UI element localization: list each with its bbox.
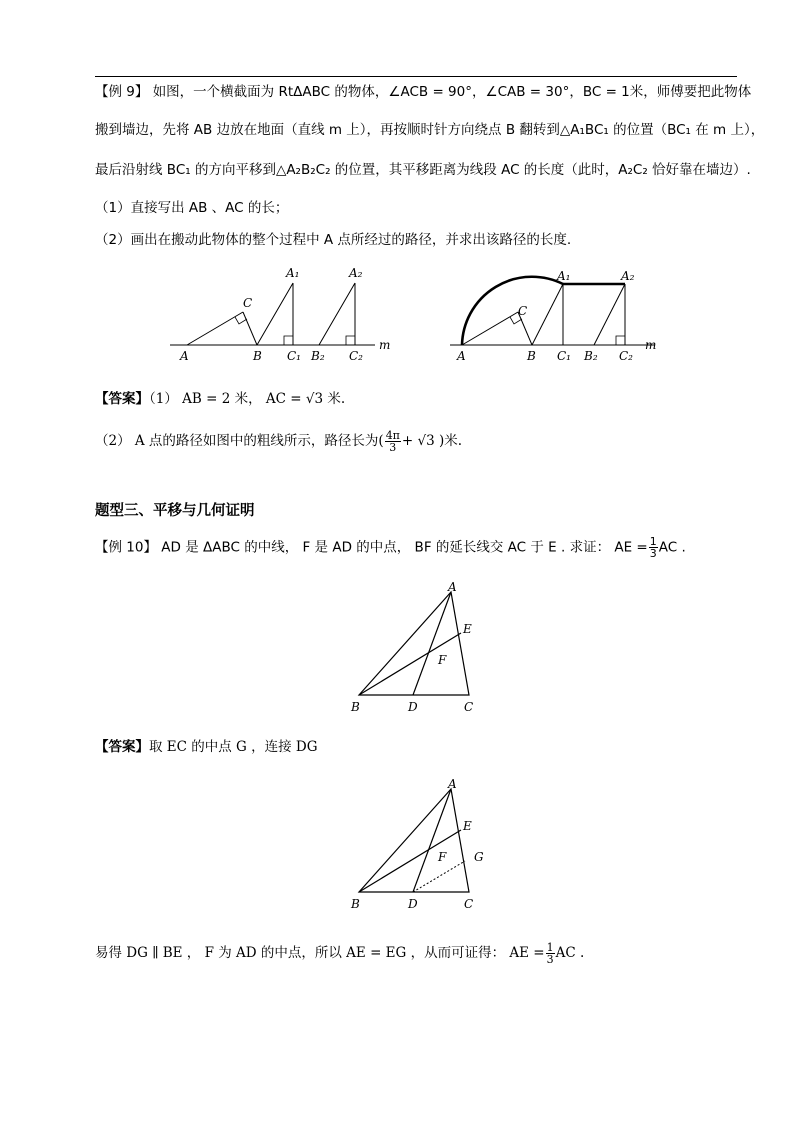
label-g: G <box>474 850 484 864</box>
segment-ac <box>462 312 518 345</box>
label-b: B <box>527 349 536 363</box>
answer-text: 取 EC 的中点 G ，连接 DG <box>149 739 318 755</box>
segment-ac <box>187 312 243 345</box>
label-d: D <box>408 897 418 911</box>
example10-fraction: $\frac{1}{3}$ <box>649 535 657 560</box>
right-angle-c1 <box>284 336 293 345</box>
label-c1: C₁ <box>557 349 571 363</box>
answer1-text: （1） AB = 2 米， AC = √3 米. <box>149 391 346 407</box>
top-rule <box>95 76 737 77</box>
segment-ad <box>413 592 451 695</box>
label-c: C <box>518 304 528 318</box>
right-angle-c2 <box>346 336 355 345</box>
final-text: 易得 DG ∥ BE ， F 为 AD 的中点，所以 AE = EG ，从而可证得： AE = <box>95 945 545 961</box>
label-c2: C₂ <box>619 349 633 363</box>
figure-rotation-left <box>165 262 395 372</box>
example9-line2: 搬到墙边，先将 AB 边放在地面（直线 m 上），再按顺时针方向绕点 B 翻转到△A₁BC₁ 的位置（BC₁ 在 m 上）， <box>95 122 765 138</box>
label-c1: C₁ <box>287 349 301 363</box>
label-a2: A₂ <box>349 266 363 280</box>
segment-dg <box>413 861 465 892</box>
label-a1: A₁ <box>286 266 300 280</box>
example10-tag: 【例 10】 <box>95 539 157 556</box>
path-arc <box>462 277 563 345</box>
example9-text-1: 如图，一个横截面为 RtΔABC 的物体，∠ACB = 90°，∠CAB = 30°，BC = 1米，师傅要把此物体 <box>152 84 752 100</box>
label-a: A <box>457 349 466 363</box>
label-a: A <box>448 580 457 594</box>
segment-ad <box>413 789 451 892</box>
label-d: D <box>408 700 418 714</box>
label-a1: A₁ <box>557 269 571 283</box>
example10-final <box>95 942 584 965</box>
question-2: （2）画出在搬动此物体的整个过程中 A 点所经过的路径，并求出该路径的长度. <box>95 232 572 248</box>
label-b: B <box>351 897 360 911</box>
question-1: （1）直接写出 AB 、AC 的长； <box>95 200 289 216</box>
answer2-fraction: $\frac{4\pi}{3}$ <box>385 429 400 454</box>
label-c: C <box>464 897 474 911</box>
answer-tag: 【答案】 <box>95 391 149 407</box>
segment-cb <box>243 312 257 345</box>
example9-tag: 【例 9】 <box>95 84 149 100</box>
right-angle-c2 <box>616 336 625 345</box>
example9-answer2 <box>95 430 462 453</box>
example10-line <box>95 536 686 559</box>
label-c: C <box>243 296 253 310</box>
answer2-post: + √3 )米. <box>401 433 463 449</box>
figure-triangle-with-g <box>345 777 505 912</box>
answer-tag: 【答案】 <box>95 739 149 755</box>
section-title: 题型三、平移与几何证明 <box>95 503 255 519</box>
label-m: m <box>379 338 391 352</box>
label-f: F <box>438 850 447 864</box>
label-b: B <box>351 700 360 714</box>
figure-triangle <box>345 580 485 715</box>
label-a: A <box>180 349 189 363</box>
segment-ba1 <box>532 284 563 345</box>
example9-line3: 最后沿射线 BC₁ 的方向平移到△A₂B₂C₂ 的位置，其平移距离为线段 AC 的长度（此时，A₂C₂ 恰好靠在墙边）. <box>95 162 751 178</box>
figure-rotation-path <box>445 262 675 372</box>
label-e: E <box>463 819 472 833</box>
answer2-pre: （2） A 点的路径如图中的粗线所示，路径长为( <box>95 433 384 449</box>
example10-text-end: AC . <box>658 539 686 556</box>
triangle-abc <box>359 789 469 892</box>
example10-text: AD 是 ΔABC 的中线， F 是 AD 的中点， BF 的延长线交 AC 于 E . 求证： AE = <box>161 539 648 556</box>
example9-line1 <box>95 84 751 100</box>
label-c2: C₂ <box>349 349 363 363</box>
label-e: E <box>463 622 472 636</box>
final-text-end: AC . <box>555 945 585 961</box>
triangle-abc <box>359 592 469 695</box>
example10-answer <box>95 739 318 755</box>
label-m: m <box>645 338 657 352</box>
final-fraction: $\frac{1}{3}$ <box>546 941 554 966</box>
label-a2: A₂ <box>621 269 635 283</box>
label-b2: B₂ <box>311 349 325 363</box>
example9-answer1 <box>95 391 345 407</box>
label-f: F <box>438 653 447 667</box>
label-b2: B₂ <box>584 349 598 363</box>
label-c: C <box>464 700 474 714</box>
label-a: A <box>448 777 457 791</box>
label-b: B <box>253 349 262 363</box>
